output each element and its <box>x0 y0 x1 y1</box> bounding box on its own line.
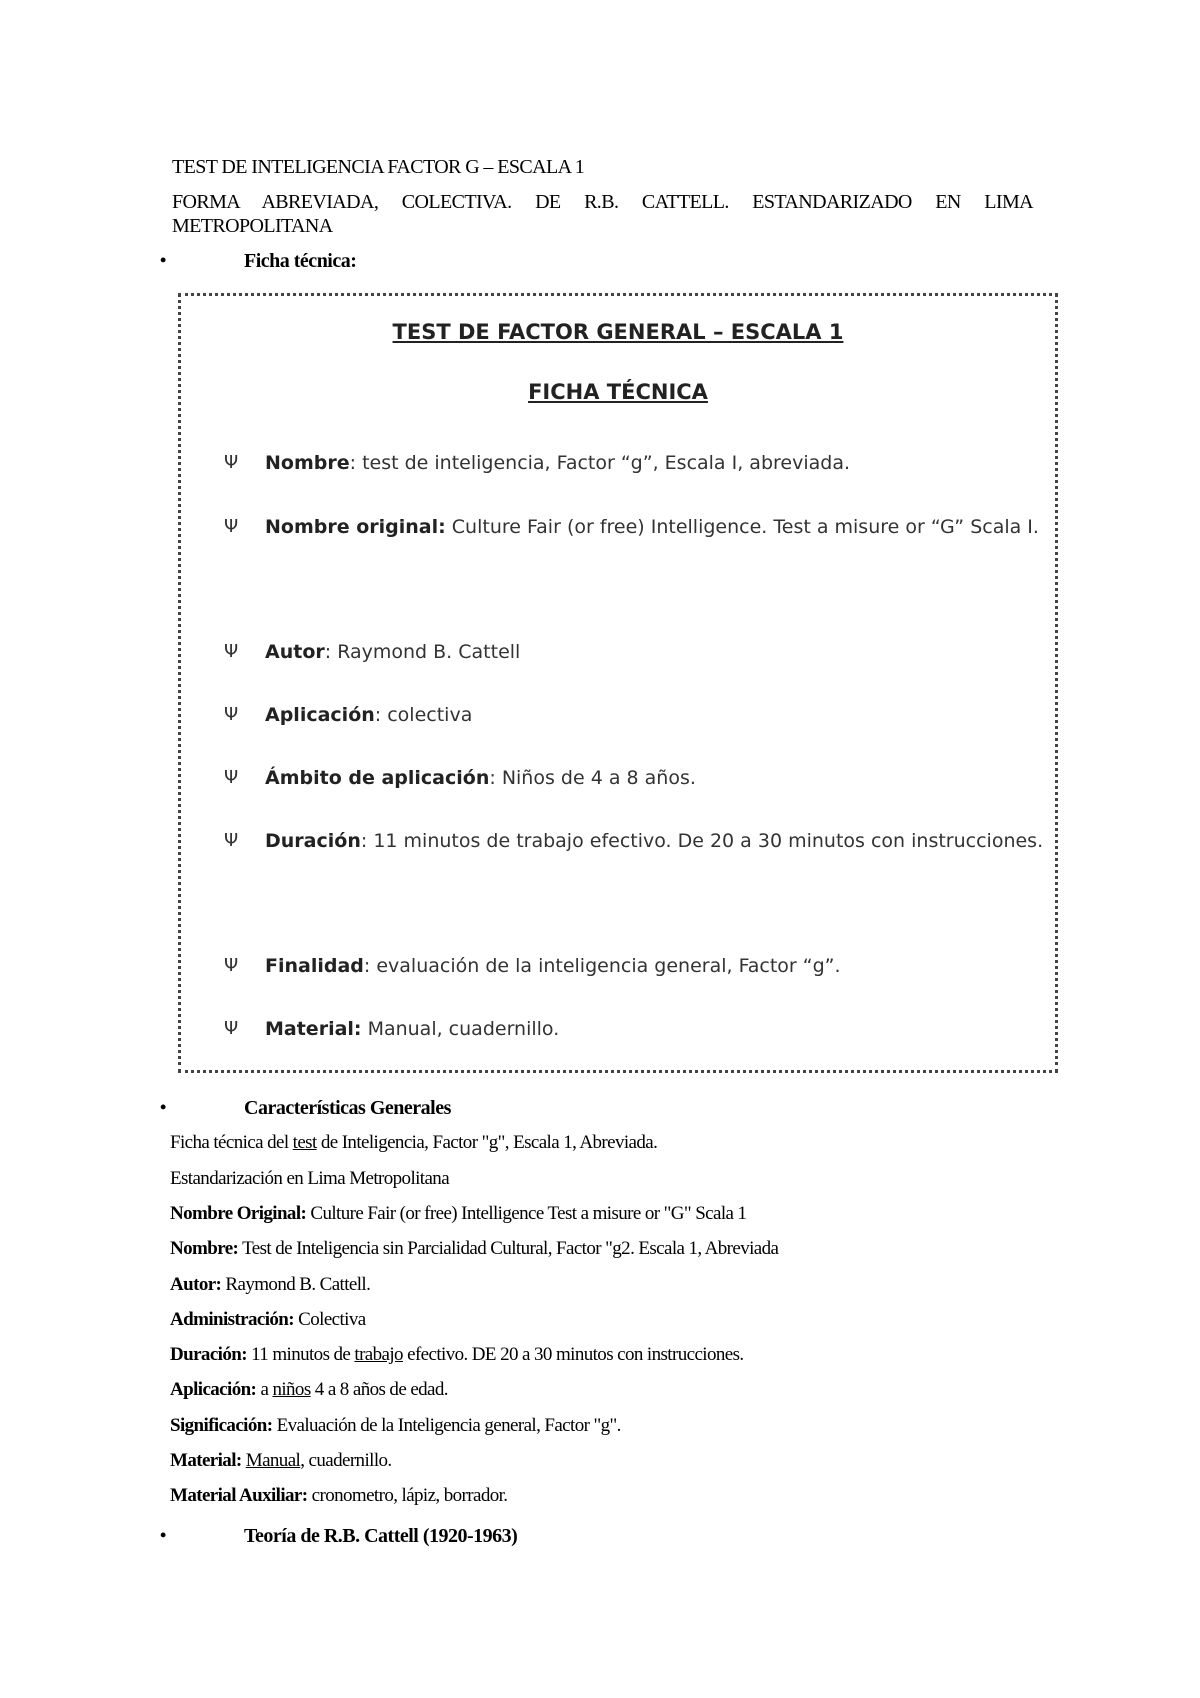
caract-nombre-original: Nombre Original: Culture Fair (or free) Intelligence Test a misure or "G" Scala 1 <box>170 1203 747 1224</box>
ninos-link[interactable]: niños <box>272 1379 311 1400</box>
item-label: Ámbito de aplicación <box>265 767 490 789</box>
caract-nombre: Nombre: Test de Inteligencia sin Parcialidad Cultural, Factor "g2. Escala 1, Abreviada <box>170 1238 779 1259</box>
caract-material: Material: Manual, cuadernillo. <box>170 1450 392 1471</box>
box-title: TEST DE FACTOR GENERAL – ESCALA 1 <box>392 320 844 344</box>
psi-icon: Ψ <box>224 452 239 473</box>
item-label: Aplicación <box>265 704 375 726</box>
item-label: Nombre <box>265 452 350 474</box>
item-value: Raymond B. Cattell <box>337 641 521 663</box>
document-subtitle-line-2: METROPOLITANA <box>172 215 333 237</box>
psi-icon: Ψ <box>224 516 239 537</box>
bullet-icon: • <box>160 250 166 270</box>
caract-significacion: Significación: Evaluación de la Inteligencia general, Factor "g". <box>170 1415 621 1436</box>
manual-link[interactable]: Manual <box>245 1450 301 1471</box>
caract-line-estandarizacion: Estandarización en Lima Metropolitana <box>170 1168 450 1189</box>
bullet-label: Teoría de R.B. Cattell (1920-1963) <box>244 1525 518 1547</box>
caract-material-auxiliar: Material Auxiliar: cronometro, lápiz, borrador. <box>170 1485 508 1506</box>
trabajo-link[interactable]: trabajo <box>354 1344 403 1365</box>
item-value: test de inteligencia, Factor “g”, Escala I, abreviada. <box>362 452 850 474</box>
item-label: Nombre original: <box>265 516 446 538</box>
caract-autor: Autor: Raymond B. Cattell. <box>170 1274 371 1295</box>
box-subtitle: FICHA TÉCNICA <box>528 380 708 404</box>
test-link[interactable]: test <box>292 1132 317 1153</box>
document-title: TEST DE INTELIGENCIA FACTOR G – ESCALA 1 <box>172 156 585 178</box>
psi-icon: Ψ <box>224 704 239 725</box>
caract-administracion: Administración: Colectiva <box>170 1309 366 1330</box>
psi-icon: Ψ <box>224 1018 239 1039</box>
psi-icon: Ψ <box>224 767 239 788</box>
bullet-icon: • <box>160 1525 166 1545</box>
item-label: Material: <box>265 1018 362 1040</box>
psi-icon: Ψ <box>224 955 239 976</box>
item-value: 11 minutos de trabajo efectivo. De 20 a 30 minutos con instrucciones. <box>373 830 1044 852</box>
item-value: Niños de 4 a 8 años. <box>501 767 696 789</box>
psi-icon: Ψ <box>224 830 239 851</box>
document-subtitle-line-1: FORMA ABREVIADA, COLECTIVA. DE R.B. CATTELL. ESTANDARIZADO EN LIMA <box>172 191 1033 213</box>
item-value: Manual, cuadernillo. <box>367 1018 560 1040</box>
bullet-label: Ficha técnica: <box>244 250 357 272</box>
psi-icon: Ψ <box>224 641 239 662</box>
item-value: colectiva <box>387 704 473 726</box>
ficha-tecnica-box: TEST DE FACTOR GENERAL – ESCALA 1 FICHA TÉCNICA Ψ Nombre: test de inteligencia, Factor “g”, Escala I, abreviada. Ψ Nombre original: Culture Fair (or free) Intelligence. Test a misure or “G” Scala I. Ψ Autor: Raymond B. Cattell Ψ Aplicación: colectiva Ψ Ámbito de aplicación: Niños de 4 a 8 años. Ψ Duración: 11 minutos de trabajo efectivo. De 20 a 30 minutos con instrucciones. Ψ Finalidad: evaluación de la inteligencia general, Factor “g”. Ψ Material: Manual, cuadernillo. <box>178 293 1058 1073</box>
item-label: Autor <box>265 641 325 663</box>
item-label: Duración <box>265 830 361 852</box>
bullet-icon: • <box>160 1097 166 1117</box>
caract-line-ficha: Ficha técnica del test de Inteligencia, Factor "g", Escala 1, Abreviada. <box>170 1132 658 1153</box>
bullet-label: Características Generales <box>244 1097 451 1119</box>
item-value: Culture Fair (or free) Intelligence. Test a misure or “G” Scala I. <box>451 516 1039 538</box>
item-value: evaluación de la inteligencia general, Factor “g”. <box>376 955 841 977</box>
caract-duracion: Duración: 11 minutos de trabajo efectivo. DE 20 a 30 minutos con instrucciones. <box>170 1344 744 1365</box>
caract-aplicacion: Aplicación: a niños 4 a 8 años de edad. <box>170 1379 448 1400</box>
item-label: Finalidad <box>265 955 364 977</box>
